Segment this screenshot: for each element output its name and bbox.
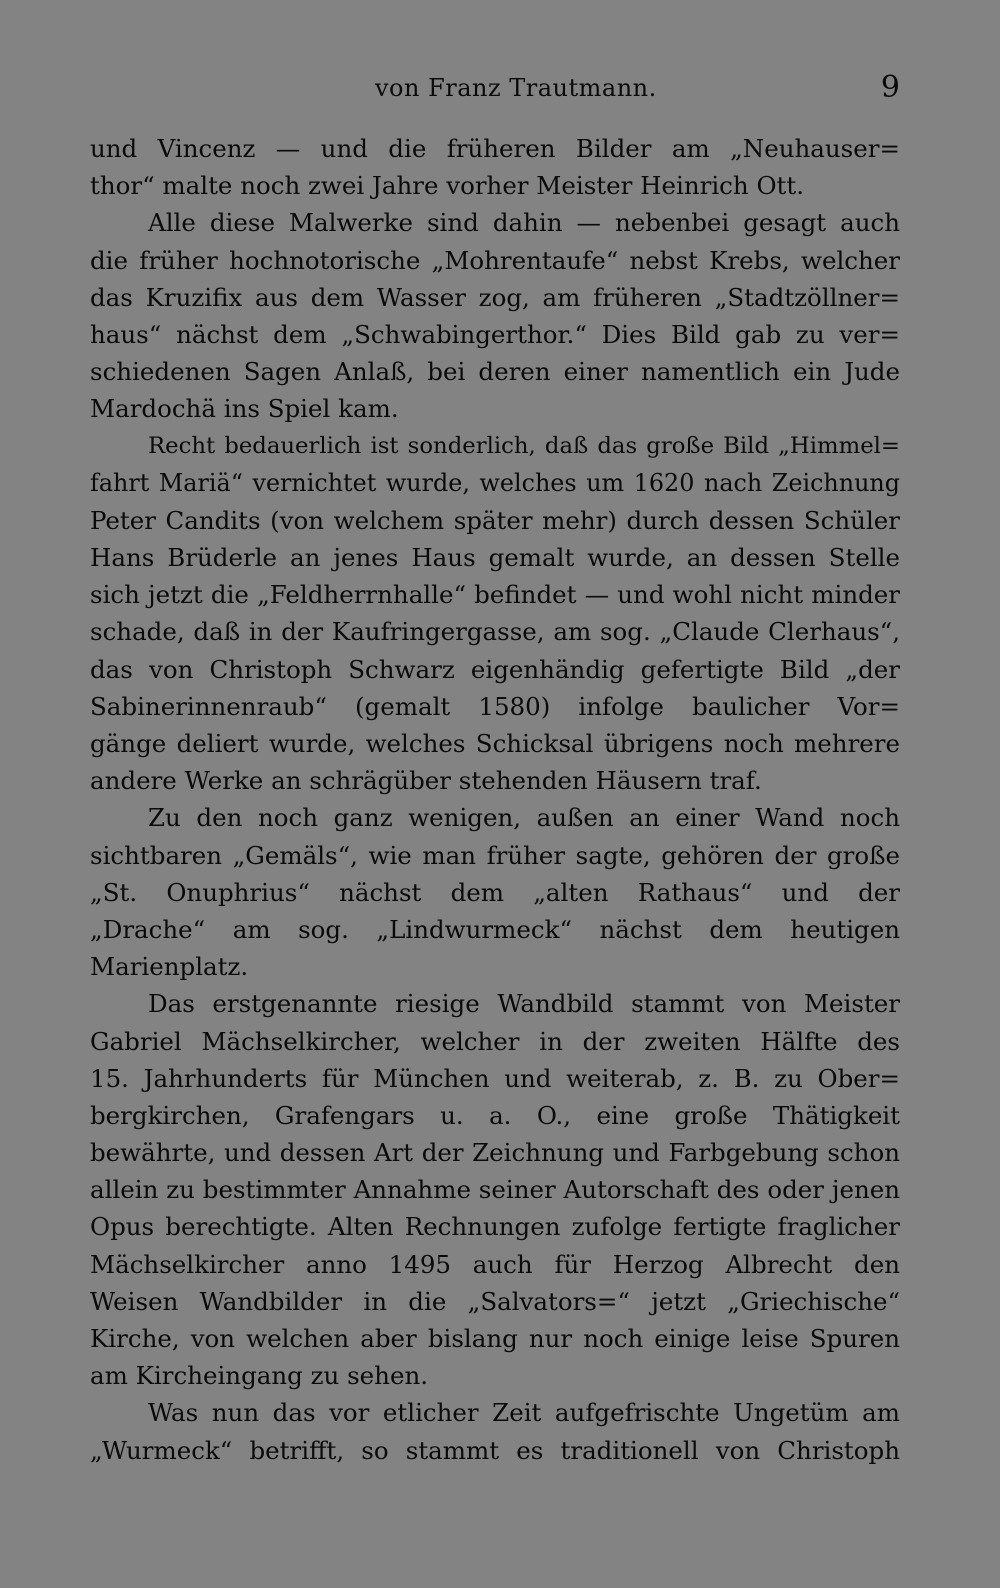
running-title: von Franz Trautmann.: [375, 74, 657, 102]
text-line: Das erstgenannte riesige Wandbild stammt von Meister: [148, 989, 900, 1019]
text-line: Hans Brüderle an jenes Haus gemalt wurde, an dessen Stelle: [90, 543, 900, 573]
body-text: [90, 130, 900, 1469]
text-line: Mardochä ins Spiel kam.: [90, 394, 399, 424]
text-line: Weisen Wandbilder in die „Salvators=“ jetzt „Griechische“: [90, 1286, 900, 1316]
text-line: „Drache“ am sog. „Lindwurmeck“ nächst dem heutigen: [90, 914, 900, 944]
text-line: Zu den noch ganz wenigen, außen an einer Wand noch: [148, 803, 900, 833]
text-line: „St. Onuphrius“ nächst dem „alten Rathaus“ und der: [90, 877, 900, 907]
page-number: 9: [880, 70, 900, 105]
text-line: schade, daß in der Kaufringergasse, am sog. „Claude Clerhaus“,: [90, 617, 900, 647]
text-line: Opus berechtigte. Alten Rechnungen zufolge fertigte fraglicher: [90, 1212, 900, 1242]
text-line: Sabinerinnenraub“ (gemalt 1580) infolge baulicher Vor=: [90, 691, 900, 721]
text-line: schiedenen Sagen Anlaß, bei deren einer namentlich ein Jude: [90, 357, 900, 387]
text-line: Mächselkircher anno 1495 auch für Herzog Albrecht den: [90, 1249, 900, 1279]
text-line: fahrt Mariä“ vernichtet wurde, welches um 1620 nach Zeichnung: [90, 468, 900, 497]
text-line: das von Christoph Schwarz eigenhändig gefertigte Bild „der: [90, 654, 900, 684]
text-line: und Vincenz — und die früheren Bilder am „Neuhauser=: [90, 134, 900, 163]
text-line: haus“ nächst dem „Schwabingerthor.“ Dies Bild gab zu ver=: [90, 319, 900, 349]
text-line: Alle diese Malwerke sind dahin — nebenbei gesagt auch: [148, 208, 900, 238]
text-line: das Kruzifix aus dem Wasser zog, am früheren „Stadtzöllner=: [90, 282, 900, 312]
text-line: sich jetzt die „Feldherrnhalle“ befindet — und wohl nicht minder: [90, 580, 900, 610]
text-line: am Kircheingang zu sehen.: [90, 1361, 429, 1391]
text-line: 15. Jahrhunderts für München und weiterab, z. B. zu Ober=: [90, 1063, 900, 1093]
text-line: Kirche, von welchen aber bislang nur noch einige leise Spuren: [90, 1324, 900, 1353]
text-line: Marienplatz.: [90, 952, 249, 982]
running-head: [0, 70, 1000, 110]
text-line: die früher hochnotorische „Mohrentaufe“ nebst Krebs, welcher: [90, 245, 900, 275]
text-line: bergkirchen, Grafengars u. a. O., eine große Thätigkeit: [90, 1100, 900, 1130]
text-line: thor“ malte noch zwei Jahre vorher Meister Heinrich Ott.: [90, 171, 805, 201]
text-line: andere Werke an schrägüber stehenden Häusern traf.: [90, 766, 762, 796]
text-line: Gabriel Mächselkircher, welcher in der zweiten Hälfte des: [90, 1026, 900, 1056]
text-line: sichtbaren „Gemäls“, wie man früher sagte, gehören der große: [90, 840, 900, 870]
text-line: Was nun das vor etlicher Zeit aufgefrischte Ungetüm am: [148, 1398, 900, 1428]
text-line: bewährte, und dessen Art der Zeichnung und Farbgebung schon: [90, 1138, 900, 1168]
text-line: allein zu bestimmter Annahme seiner Autorschaft des oder jenen: [90, 1175, 900, 1205]
text-line: „Wurmeck“ betrifft, so stammt es traditionell von Christoph: [90, 1435, 900, 1465]
text-line: Recht bedauerlich ist sonderlich, daß das große Bild „Himmel=: [148, 432, 900, 459]
text-line: Peter Candits (von welchem später mehr) durch dessen Schüler: [90, 505, 900, 535]
text-line: gänge deliert wurde, welches Schicksal übrigens noch mehrere: [90, 729, 900, 758]
